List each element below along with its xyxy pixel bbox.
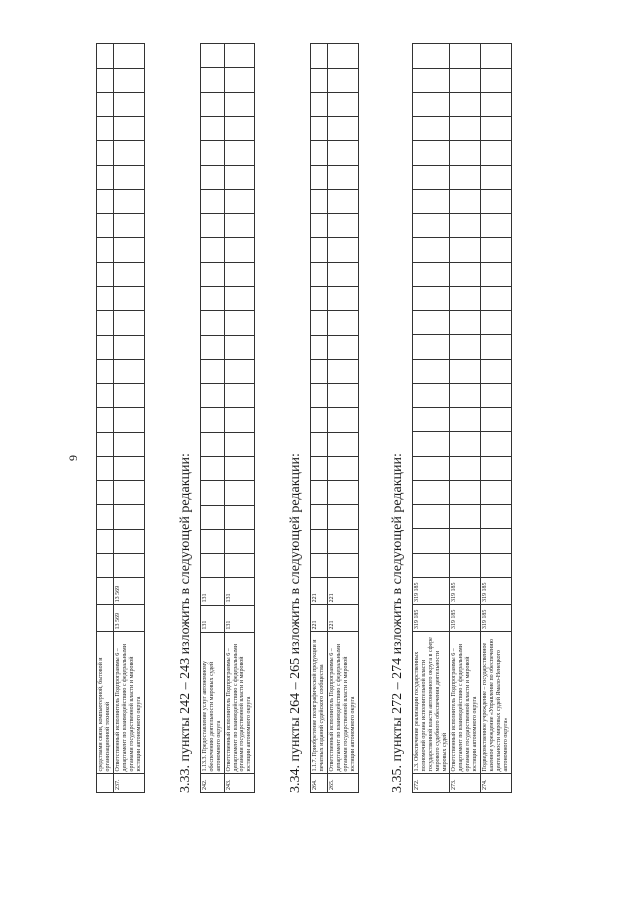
row-number: 243. bbox=[224, 773, 255, 792]
empty-cell bbox=[224, 529, 255, 553]
empty-cell bbox=[481, 456, 512, 480]
empty-cell bbox=[413, 68, 450, 92]
empty-cell bbox=[450, 140, 481, 164]
empty-cell bbox=[224, 456, 255, 480]
empty-cell bbox=[97, 237, 114, 261]
section-title-3-35: 3.35. пункты 272 – 274 изложить в следующей редакции: bbox=[390, 452, 405, 793]
empty-cell bbox=[97, 140, 114, 164]
empty-cell bbox=[114, 553, 145, 577]
row-description: 1.13.3. Предоставление услуг автономному обеспечению деятельности мировых судей автономного округа bbox=[201, 632, 225, 774]
row-description: 1.3. Обеспечение реализации государственных полномочий органа исполнительной власти государственной власти автономного округа в сфере мирового судебного обеспечения деятельности мировых судей bbox=[413, 631, 450, 773]
empty-cell bbox=[413, 92, 450, 116]
empty-cell bbox=[481, 92, 512, 116]
empty-cell bbox=[450, 359, 481, 383]
empty-cell bbox=[328, 335, 359, 359]
empty-cell bbox=[311, 165, 328, 189]
empty-cell bbox=[97, 68, 114, 92]
empty-cell bbox=[328, 383, 359, 407]
empty-cell bbox=[413, 165, 450, 189]
empty-cell bbox=[97, 383, 114, 407]
table-row bbox=[481, 43, 512, 792]
empty-cell bbox=[97, 432, 114, 456]
empty-cell bbox=[481, 189, 512, 213]
row-value: 131 bbox=[224, 577, 255, 604]
empty-cell bbox=[311, 553, 328, 577]
empty-cell bbox=[481, 334, 512, 358]
empty-cell bbox=[114, 407, 145, 431]
empty-cell bbox=[413, 140, 450, 164]
empty-cell bbox=[311, 407, 328, 431]
empty-cell bbox=[413, 237, 450, 261]
empty-cell bbox=[481, 213, 512, 237]
empty-cell bbox=[311, 456, 328, 480]
empty-cell bbox=[201, 505, 225, 529]
empty-cell bbox=[481, 480, 512, 504]
empty-cell bbox=[481, 165, 512, 189]
empty-cell bbox=[201, 92, 225, 116]
row-value: 319 185 bbox=[481, 604, 512, 631]
empty-cell bbox=[481, 383, 512, 407]
empty-cell bbox=[201, 116, 225, 140]
empty-cell bbox=[311, 68, 328, 92]
empty-cell bbox=[97, 189, 114, 213]
section-title-3-34: 3.34. пункты 264 – 265 изложить в следующей редакции: bbox=[288, 452, 303, 793]
empty-cell bbox=[450, 334, 481, 358]
empty-cell bbox=[97, 529, 114, 553]
empty-cell bbox=[201, 43, 225, 67]
empty-cell bbox=[114, 310, 145, 334]
empty-cell bbox=[114, 140, 145, 164]
row-value: 319 185 bbox=[450, 604, 481, 631]
empty-cell bbox=[328, 480, 359, 504]
row-description: Ответственный исполнитель Подпрограммы 6 – департамент по взаимодействию с федеральными органами государственной власти и мировой юстиции автономного округа bbox=[114, 631, 145, 773]
empty-cell bbox=[224, 383, 255, 407]
empty-cell bbox=[114, 432, 145, 456]
empty-cell bbox=[97, 262, 114, 286]
empty-cell bbox=[450, 504, 481, 528]
row-value: 319 185 bbox=[481, 577, 512, 604]
empty-cell bbox=[201, 165, 225, 189]
table-row bbox=[114, 43, 145, 792]
empty-cell bbox=[201, 67, 225, 91]
row-description: 1.1.7. Приобретение полиграфической продукции и печатных изданий судейского сообщества bbox=[311, 631, 328, 773]
row-value: 319 185 bbox=[413, 577, 450, 604]
empty-cell bbox=[450, 456, 481, 480]
empty-cell bbox=[481, 431, 512, 455]
table-3-33 bbox=[200, 43, 255, 793]
row-value bbox=[97, 577, 114, 604]
row-value: 221 bbox=[311, 604, 328, 631]
empty-cell bbox=[114, 286, 145, 310]
empty-cell bbox=[201, 286, 225, 310]
row-number: 273. bbox=[450, 773, 481, 792]
empty-cell bbox=[311, 43, 328, 68]
empty-cell bbox=[328, 43, 359, 68]
empty-cell bbox=[311, 286, 328, 310]
empty-cell bbox=[201, 407, 225, 431]
empty-cell bbox=[201, 359, 225, 383]
empty-cell bbox=[450, 189, 481, 213]
empty-cell bbox=[413, 431, 450, 455]
empty-cell bbox=[224, 140, 255, 164]
empty-cell bbox=[201, 335, 225, 359]
row-number: 237. bbox=[114, 773, 145, 792]
table-row bbox=[311, 43, 328, 792]
empty-cell bbox=[114, 68, 145, 92]
empty-cell bbox=[328, 456, 359, 480]
empty-cell bbox=[114, 504, 145, 528]
empty-cell bbox=[481, 528, 512, 552]
empty-cell bbox=[201, 529, 225, 553]
empty-cell bbox=[481, 262, 512, 286]
empty-cell bbox=[311, 116, 328, 140]
empty-cell bbox=[311, 432, 328, 456]
empty-cell bbox=[224, 43, 255, 67]
empty-cell bbox=[328, 359, 359, 383]
empty-cell bbox=[311, 262, 328, 286]
row-value: 131 bbox=[201, 605, 225, 632]
empty-cell bbox=[481, 504, 512, 528]
empty-cell bbox=[97, 456, 114, 480]
empty-cell bbox=[114, 262, 145, 286]
empty-cell bbox=[97, 213, 114, 237]
empty-cell bbox=[450, 310, 481, 334]
empty-cell bbox=[481, 359, 512, 383]
empty-cell bbox=[97, 480, 114, 504]
empty-cell bbox=[201, 140, 225, 164]
empty-cell bbox=[114, 165, 145, 189]
row-description: Ответственный исполнитель Подпрограммы 6 – департамент по взаимодействию с федеральными органами государственной власти и мировой юстиции автономного округа bbox=[224, 632, 255, 774]
row-description: средствами связи, компьютерной, бытовой и организационной техникой bbox=[97, 631, 114, 773]
empty-cell bbox=[201, 383, 225, 407]
empty-cell bbox=[114, 456, 145, 480]
empty-cell bbox=[224, 432, 255, 456]
empty-cell bbox=[328, 553, 359, 577]
empty-cell bbox=[97, 116, 114, 140]
empty-cell bbox=[413, 334, 450, 358]
row-value: 13 569 bbox=[114, 604, 145, 631]
empty-cell bbox=[114, 189, 145, 213]
empty-cell bbox=[328, 310, 359, 334]
empty-cell bbox=[328, 529, 359, 553]
table-3-34 bbox=[310, 43, 359, 793]
empty-cell bbox=[114, 213, 145, 237]
empty-cell bbox=[481, 43, 512, 68]
empty-cell bbox=[97, 286, 114, 310]
empty-cell bbox=[97, 43, 114, 68]
empty-cell bbox=[311, 237, 328, 261]
row-number: 265. bbox=[328, 773, 359, 792]
empty-cell bbox=[328, 189, 359, 213]
empty-cell bbox=[413, 456, 450, 480]
page-number: 9 bbox=[66, 454, 80, 461]
empty-cell bbox=[328, 140, 359, 164]
empty-cell bbox=[201, 553, 225, 577]
empty-cell bbox=[481, 116, 512, 140]
empty-cell bbox=[201, 456, 225, 480]
empty-cell bbox=[328, 68, 359, 92]
empty-cell bbox=[413, 213, 450, 237]
empty-cell bbox=[450, 262, 481, 286]
table-continuation bbox=[96, 43, 145, 793]
empty-cell bbox=[311, 504, 328, 528]
row-value bbox=[97, 604, 114, 631]
empty-cell bbox=[224, 67, 255, 91]
empty-cell bbox=[224, 335, 255, 359]
empty-cell bbox=[328, 407, 359, 431]
rotated-sheet bbox=[60, 43, 580, 863]
table-3-35 bbox=[412, 43, 512, 793]
row-value: 221 bbox=[328, 577, 359, 604]
empty-cell bbox=[224, 262, 255, 286]
empty-cell bbox=[97, 310, 114, 334]
row-description: Подведомственное учреждение – государственное казенное учреждение «Управление по обеспечению деятельности мировых судей Ямало-Ненецкого автономного округа» bbox=[481, 631, 512, 773]
row-value: 131 bbox=[201, 577, 225, 604]
empty-cell bbox=[224, 359, 255, 383]
empty-cell bbox=[97, 359, 114, 383]
empty-cell bbox=[114, 335, 145, 359]
empty-cell bbox=[224, 505, 255, 529]
empty-cell bbox=[328, 213, 359, 237]
empty-cell bbox=[481, 237, 512, 261]
empty-cell bbox=[97, 504, 114, 528]
row-number: 264. bbox=[311, 773, 328, 792]
empty-cell bbox=[450, 92, 481, 116]
empty-cell bbox=[311, 189, 328, 213]
empty-cell bbox=[201, 189, 225, 213]
row-description: Ответственный исполнитель Подпрограммы 6 – департамент по взаимодействию с федеральными органами государственной власти и мировой юстиции автономного округа bbox=[328, 631, 359, 773]
empty-cell bbox=[481, 140, 512, 164]
empty-cell bbox=[311, 335, 328, 359]
empty-cell bbox=[311, 92, 328, 116]
empty-cell bbox=[481, 286, 512, 310]
row-description: Ответственный исполнитель Подпрограммы 6 – департамент по взаимодействию с федеральными органами государственной власти и мировой юстиции автономного округа bbox=[450, 631, 481, 773]
table-row bbox=[450, 43, 481, 792]
empty-cell bbox=[413, 407, 450, 431]
empty-cell bbox=[450, 480, 481, 504]
empty-cell bbox=[328, 165, 359, 189]
row-value: 221 bbox=[311, 577, 328, 604]
empty-cell bbox=[224, 237, 255, 261]
empty-cell bbox=[311, 480, 328, 504]
empty-cell bbox=[450, 237, 481, 261]
empty-cell bbox=[97, 335, 114, 359]
empty-cell bbox=[114, 383, 145, 407]
empty-cell bbox=[328, 262, 359, 286]
empty-cell bbox=[224, 310, 255, 334]
empty-cell bbox=[328, 92, 359, 116]
empty-cell bbox=[413, 528, 450, 552]
empty-cell bbox=[224, 92, 255, 116]
empty-cell bbox=[224, 407, 255, 431]
empty-cell bbox=[413, 480, 450, 504]
empty-cell bbox=[114, 529, 145, 553]
empty-cell bbox=[97, 407, 114, 431]
row-value: 319 185 bbox=[413, 604, 450, 631]
empty-cell bbox=[114, 237, 145, 261]
row-value: 13 569 bbox=[114, 577, 145, 604]
empty-cell bbox=[114, 480, 145, 504]
empty-cell bbox=[450, 528, 481, 552]
empty-cell bbox=[450, 431, 481, 455]
table-row bbox=[224, 43, 255, 792]
row-number: 242. bbox=[201, 773, 225, 792]
empty-cell bbox=[201, 480, 225, 504]
empty-cell bbox=[114, 43, 145, 68]
table-row bbox=[201, 43, 225, 792]
empty-cell bbox=[450, 407, 481, 431]
row-number bbox=[97, 773, 114, 792]
empty-cell bbox=[328, 286, 359, 310]
empty-cell bbox=[450, 116, 481, 140]
section-title-3-33: 3.33. пункты 242 – 243 изложить в следующей редакции: bbox=[178, 452, 193, 793]
empty-cell bbox=[481, 407, 512, 431]
empty-cell bbox=[481, 68, 512, 92]
row-number: 272. bbox=[413, 773, 450, 792]
empty-cell bbox=[224, 165, 255, 189]
empty-cell bbox=[413, 553, 450, 577]
table-row bbox=[413, 43, 450, 792]
empty-cell bbox=[450, 68, 481, 92]
empty-cell bbox=[481, 310, 512, 334]
empty-cell bbox=[224, 189, 255, 213]
empty-cell bbox=[224, 116, 255, 140]
table-row bbox=[328, 43, 359, 792]
row-value: 319 185 bbox=[450, 577, 481, 604]
empty-cell bbox=[224, 480, 255, 504]
empty-cell bbox=[201, 262, 225, 286]
empty-cell bbox=[450, 165, 481, 189]
empty-cell bbox=[224, 553, 255, 577]
empty-cell bbox=[97, 553, 114, 577]
empty-cell bbox=[114, 92, 145, 116]
empty-cell bbox=[224, 213, 255, 237]
row-value: 131 bbox=[224, 605, 255, 632]
empty-cell bbox=[328, 116, 359, 140]
empty-cell bbox=[201, 310, 225, 334]
empty-cell bbox=[224, 286, 255, 310]
empty-cell bbox=[413, 189, 450, 213]
empty-cell bbox=[311, 359, 328, 383]
empty-cell bbox=[328, 237, 359, 261]
empty-cell bbox=[413, 116, 450, 140]
empty-cell bbox=[311, 213, 328, 237]
empty-cell bbox=[328, 432, 359, 456]
empty-cell bbox=[450, 286, 481, 310]
empty-cell bbox=[413, 262, 450, 286]
empty-cell bbox=[413, 359, 450, 383]
empty-cell bbox=[450, 213, 481, 237]
empty-cell bbox=[328, 504, 359, 528]
empty-cell bbox=[201, 432, 225, 456]
empty-cell bbox=[413, 504, 450, 528]
empty-cell bbox=[413, 310, 450, 334]
empty-cell bbox=[311, 529, 328, 553]
empty-cell bbox=[450, 43, 481, 68]
row-value: 221 bbox=[328, 604, 359, 631]
empty-cell bbox=[311, 310, 328, 334]
empty-cell bbox=[311, 383, 328, 407]
empty-cell bbox=[201, 237, 225, 261]
empty-cell bbox=[413, 43, 450, 68]
empty-cell bbox=[481, 553, 512, 577]
empty-cell bbox=[311, 140, 328, 164]
row-number: 274. bbox=[481, 773, 512, 792]
table-row bbox=[97, 43, 114, 792]
empty-cell bbox=[413, 383, 450, 407]
empty-cell bbox=[114, 359, 145, 383]
empty-cell bbox=[413, 286, 450, 310]
empty-cell bbox=[97, 92, 114, 116]
empty-cell bbox=[114, 116, 145, 140]
empty-cell bbox=[201, 213, 225, 237]
empty-cell bbox=[450, 383, 481, 407]
empty-cell bbox=[450, 553, 481, 577]
empty-cell bbox=[97, 165, 114, 189]
